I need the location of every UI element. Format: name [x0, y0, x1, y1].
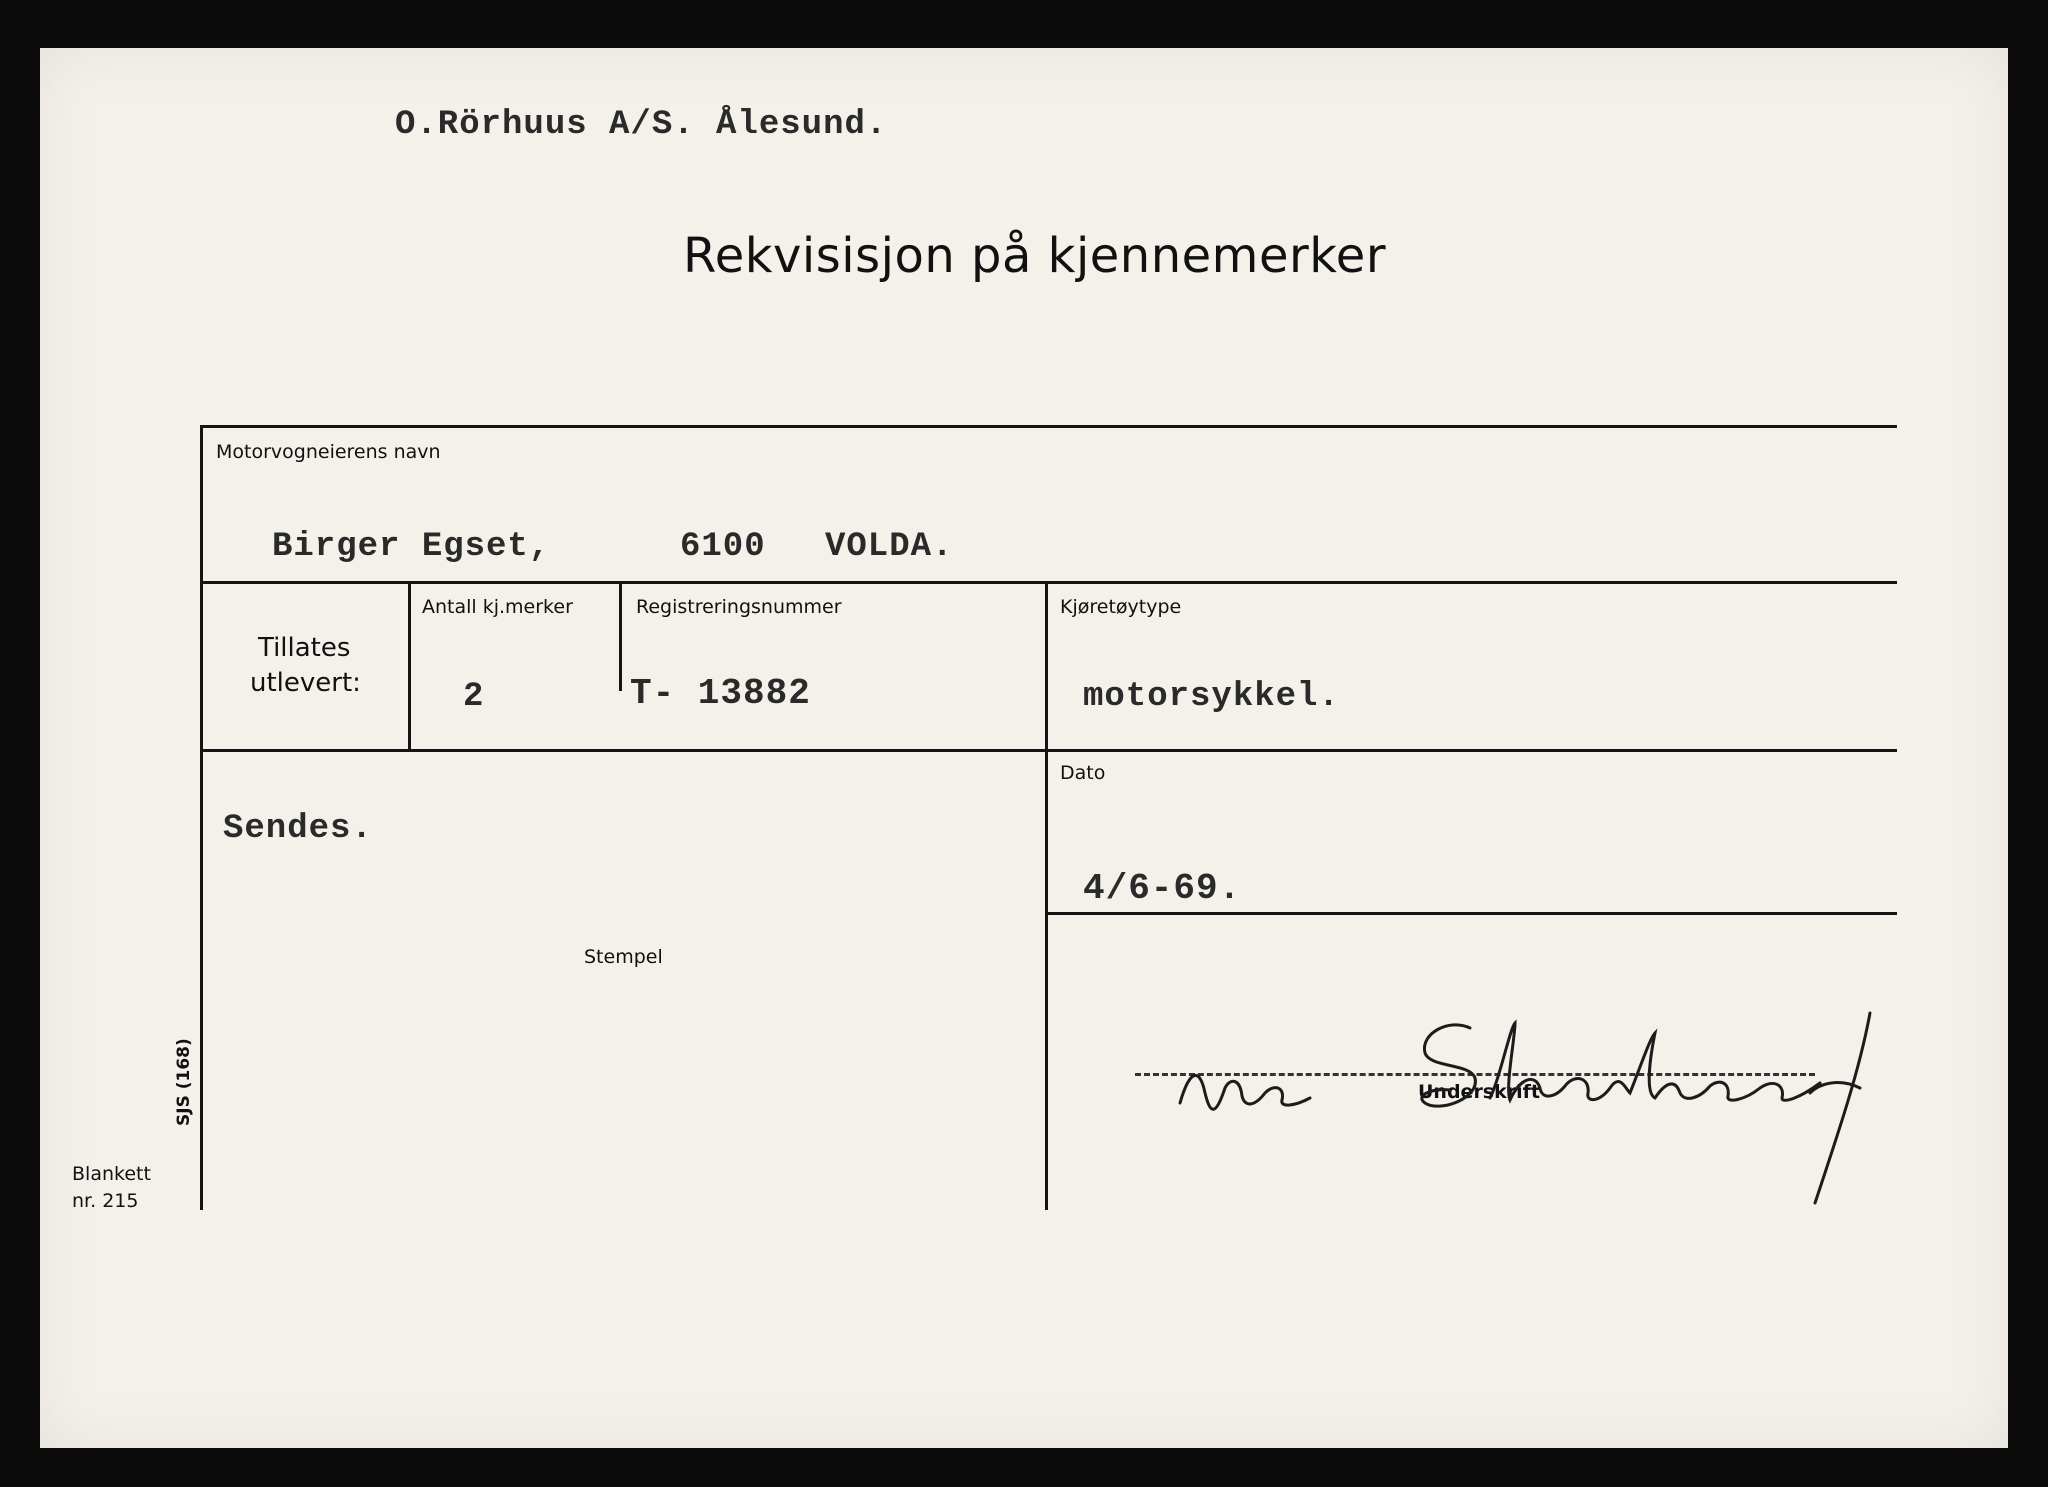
- company-name: O.Rörhuus A/S. Ålesund.: [395, 106, 888, 144]
- rule-below-owner: [200, 581, 1897, 584]
- rule-below-date: [1045, 912, 1897, 915]
- stamp-label: Stempel: [584, 946, 663, 968]
- rule-count-col: [408, 581, 411, 752]
- registration-value: T- 13882: [630, 673, 811, 714]
- table-left-rule: [200, 425, 203, 1210]
- date-value: 4/6-69.: [1083, 868, 1242, 909]
- form-number-line1: Blankett: [72, 1163, 151, 1185]
- count-label: Antall kj.merker: [422, 596, 573, 618]
- signature-label: Underskrift: [1418, 1081, 1540, 1103]
- owner-place: VOLDA.: [825, 528, 954, 566]
- registration-label: Registreringsnummer: [636, 596, 842, 618]
- table-top-rule: [200, 425, 1897, 428]
- side-code: SJS (168): [174, 1038, 194, 1126]
- owner-name: Birger Egset,: [272, 528, 551, 566]
- owner-postal-code: 6100: [680, 528, 766, 566]
- permit-label-line1: Tillates: [258, 633, 351, 663]
- date-label: Dato: [1060, 762, 1106, 784]
- rule-reg-col: [619, 581, 622, 691]
- owner-label: Motorvogneierens navn: [216, 441, 441, 463]
- handwritten-signature: [1170, 1008, 1890, 1218]
- rule-right-col: [1045, 581, 1048, 1210]
- form-sheet: [40, 48, 2008, 1448]
- vehicle-type-label: Kjøretøytype: [1060, 596, 1182, 618]
- permit-label-line2: utlevert:: [250, 668, 361, 698]
- count-value: 2: [463, 678, 485, 716]
- form-number-line2: nr. 215: [72, 1190, 139, 1212]
- vehicle-type-value: motorsykkel.: [1083, 678, 1340, 716]
- rule-below-permit: [200, 749, 1897, 752]
- note-text: Sendes.: [223, 810, 373, 848]
- form-title: Rekvisisjon på kjennemerker: [683, 228, 1387, 284]
